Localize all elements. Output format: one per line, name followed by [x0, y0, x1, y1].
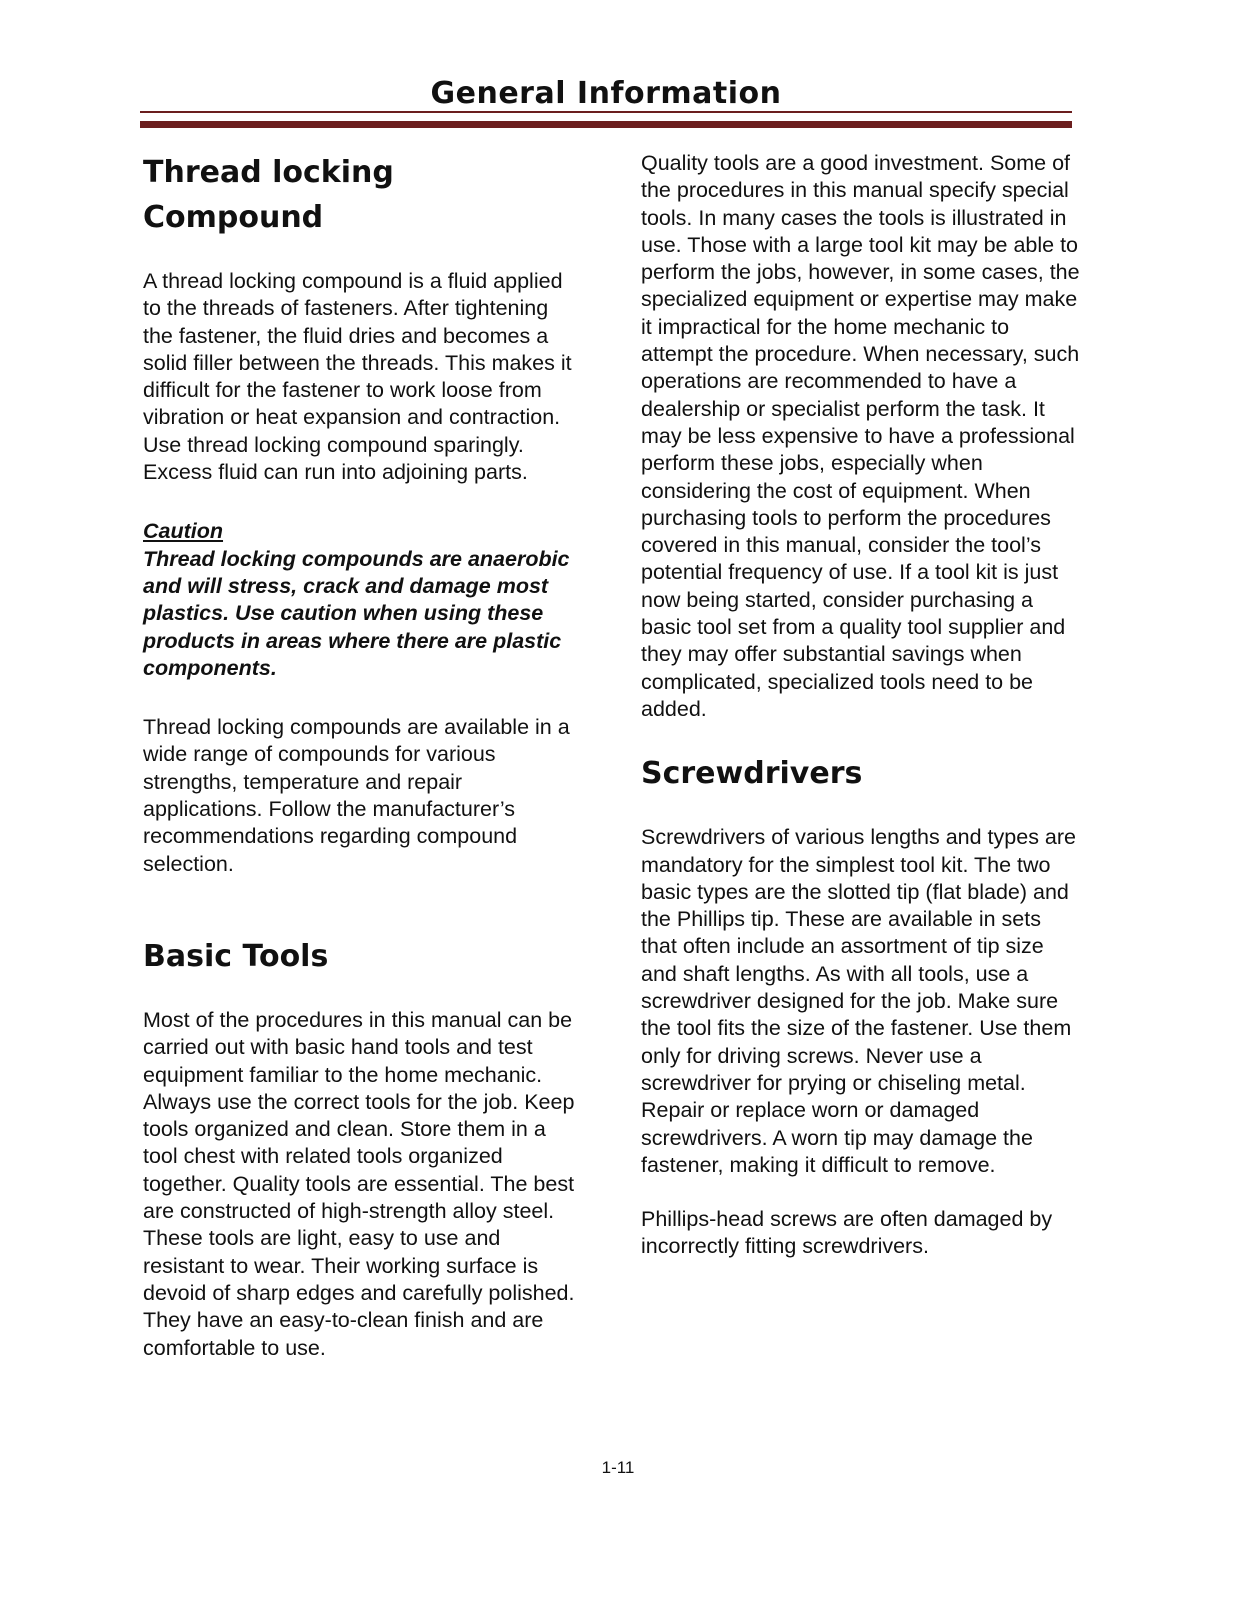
header-rule-thin	[140, 111, 1072, 113]
thread-locking-heading	[143, 150, 583, 240]
screwdrivers-paragraph: Screwdrivers of various lengths and types are mandatory for the simplest tool kit. The two basic types are the slotted tip (flat blade) and the Phillips tip. These are available in sets that often include an assortment of tip size and shaft lengths. As with all tools, use a screwdriver designed for the job. Make sure the tool fits the size of the fastener. Use them only for driving screws. Never use a screwdriver for prying or chiseling metal. Repair or replace worn or damaged screwdrivers. A worn tip may damage the fastener, making it difficult to remove.	[641, 825, 1076, 1177]
quality-tools-paragraph: Quality tools are a good investment. Some of the procedures in this manual specify special tools. In many cases the tools is illustrated in use. Those with a large tool kit may be able to perform the jobs, however, in some cases, the specialized equipment or expertise may make it impractical for the home mechanic to attempt the procedure. When necessary, such operations are recommended to have a dealership or specialist perform the task. It may be less expensive to have a professional perform these jobs, especially when considering the cost of equipment. When purchasing tools to perform the procedures covered in this manual, consider the tool’s potential frequency of use. If a tool kit is just now being started, consider purchasing a basic tool set from a quality tool supplier and they may offer substantial savings when complicated, specialized tools need to be added.	[641, 151, 1080, 721]
phillips-paragraph: Phillips-head screws are often damaged by incorrectly fitting screwdrivers.	[641, 1207, 1053, 1259]
screwdrivers-heading: Screwdrivers	[641, 756, 863, 792]
page-header	[140, 74, 1072, 130]
right-column	[641, 150, 1081, 1261]
page-number: 1-11	[601, 1458, 635, 1477]
left-column	[143, 150, 583, 1362]
caution-title: Caution	[143, 519, 224, 544]
header-rule-thick	[140, 121, 1072, 128]
basic-tools-heading: Basic Tools	[143, 938, 329, 974]
page-title: General Information	[430, 76, 782, 111]
compound-selection-paragraph: Thread locking compounds are available in a wide range of compounds for various strengths, temperature and repair applications. Follow the manufacturer’s recommendations regarding compound selection.	[143, 715, 570, 876]
caution-text: Thread locking compounds are anaerobic and will stress, crack and damage most plastics. Use caution when using these products in areas where there are plastic components.	[143, 546, 570, 680]
thread-locking-paragraph: A thread locking compound is a fluid applied to the threads of fasteners. After tightening the fastener, the fluid dries and becomes a solid filler between the threads. This makes it difficult for the fastener to work loose from vibration or heat expansion and contraction. Use thread locking compound sparingly. Excess fluid can run into adjoining parts.	[143, 269, 572, 485]
thread-locking-heading-line1: Thread locking	[143, 155, 394, 190]
thread-locking-heading-line2: Compound	[143, 200, 324, 235]
basic-tools-paragraph: Most of the procedures in this manual can be carried out with basic hand tools and test equipment familiar to the home mechanic. Always use the correct tools for the job. Keep tools organized and clean. Store them in a tool chest with related tools organized together. Quality tools are essential. The best are constructed of high-strength alloy steel. These tools are light, easy to use and resistant to wear. Their working surface is devoid of sharp edges and carefully polished. They have an easy-to-clean finish and are comfortable to use.	[143, 1007, 575, 1360]
